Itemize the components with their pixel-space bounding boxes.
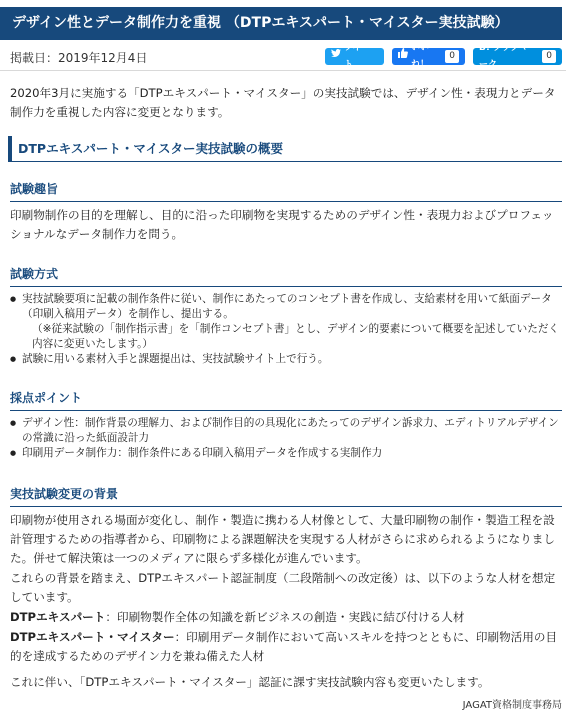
- divider: [0, 70, 566, 71]
- meister-label: DTPエキスパート・マイスター: [10, 630, 175, 644]
- bookmark-label: B! ブックマーク: [479, 42, 529, 70]
- method-item-1-note: （※従来試験の「制作指示書」を「制作コンセプト書」とし、デザイン的要素について概要を記述していただく内容に変更いたします。）: [32, 323, 560, 350]
- like-count: 0: [445, 50, 459, 63]
- section-heading: DTPエキスパート・マイスター実技試験の概要: [8, 136, 562, 162]
- purpose-text: 印刷物制作の目的を理解し、目的に沿った印刷物を実現するためのデザイン性・表現力およびプロフェッショナルなデータ制作力を問う。: [10, 208, 554, 241]
- like-label: いいね！: [411, 42, 430, 70]
- hatena-bookmark-button[interactable]: [473, 42, 562, 70]
- points-item-1: デザイン性：制作背景の理解力、および制作目的の具現化にあたってのデザイン訴求力、エディトリアルデザインの常識に沿った紙面設計力: [22, 417, 559, 444]
- background-para-2: これらの背景を踏まえ、DTPエキスパート認証制度（二段階制への改定後）は、以下のような人材を想定しています。: [10, 571, 556, 604]
- background-para-3: これに伴い、「DTPエキスパート・マイスター」認証に課す実技試験内容も変更いたします。: [10, 675, 490, 689]
- points-list: [10, 416, 562, 461]
- purpose-heading: 試験趣旨: [10, 180, 562, 202]
- tweet-label: ツイート: [344, 42, 371, 70]
- twitter-bird-icon: [331, 48, 341, 65]
- bookmark-count: 0: [542, 50, 556, 63]
- publish-date: 掲載日：2019年12月4日: [10, 51, 148, 65]
- intro-text: 2020年3月に実施する「DTPエキスパート・マイスター」の実技試験では、デザイン性・表現力とデータ制作力を重視した内容に変更となります。: [10, 86, 556, 119]
- tweet-button[interactable]: [325, 42, 384, 70]
- method-item-1: 実技試験要項に記載の制作条件に従い、制作にあたってのコンセプト書を作成し、支給素材を用いて紙面データ（印刷入稿用データ）を制作し、提出する。: [22, 293, 552, 320]
- method-list: [10, 292, 562, 367]
- points-item-2: 印刷用データ制作力：制作条件にある印刷入稿用データを作成する実制作力: [22, 447, 383, 459]
- footer-credit: JAGAT資格制度事務局: [462, 700, 562, 711]
- list-item: [10, 352, 562, 367]
- list-item: [10, 292, 562, 352]
- method-heading: 試験方式: [10, 265, 562, 287]
- background-heading: 実技試験変更の背景: [10, 485, 562, 507]
- expert-label: DTPエキスパート: [10, 610, 106, 624]
- thumbs-up-icon: [398, 48, 408, 65]
- meister-definition: [10, 628, 562, 666]
- expert-text: ：印刷物製作全体の知識を新ビジネスの創造・実践に結び付ける人材: [105, 610, 465, 624]
- article-title: デザイン性とデータ制作力を重視 （DTPエキスパート・マイスター実技試験）: [0, 7, 562, 40]
- expert-definition: [10, 608, 562, 627]
- method-item-2: 試験に用いる素材入手と課題提出は、実技試験サイト上で行う。: [22, 353, 329, 365]
- list-item: [10, 446, 562, 461]
- meister-text: ：印刷用データ制作において高いスキルを持つとともに、印刷物活用の目的を達成するためのデザイン力を兼ね備えた人材: [10, 630, 558, 663]
- points-heading: 採点ポイント: [10, 389, 562, 411]
- background-para-1: 印刷物が使用される場面が変化し、制作・製造に携わる人材像として、大量印刷物の制作・製造工程を設計管理するための指導者から、印刷物による課題解決を実現する人材がさらに求められるようになりました。併せて解決策は一つのメディアに限らず多様化が進んでいます。: [10, 513, 555, 565]
- like-button[interactable]: [392, 42, 465, 70]
- list-item: [10, 416, 562, 446]
